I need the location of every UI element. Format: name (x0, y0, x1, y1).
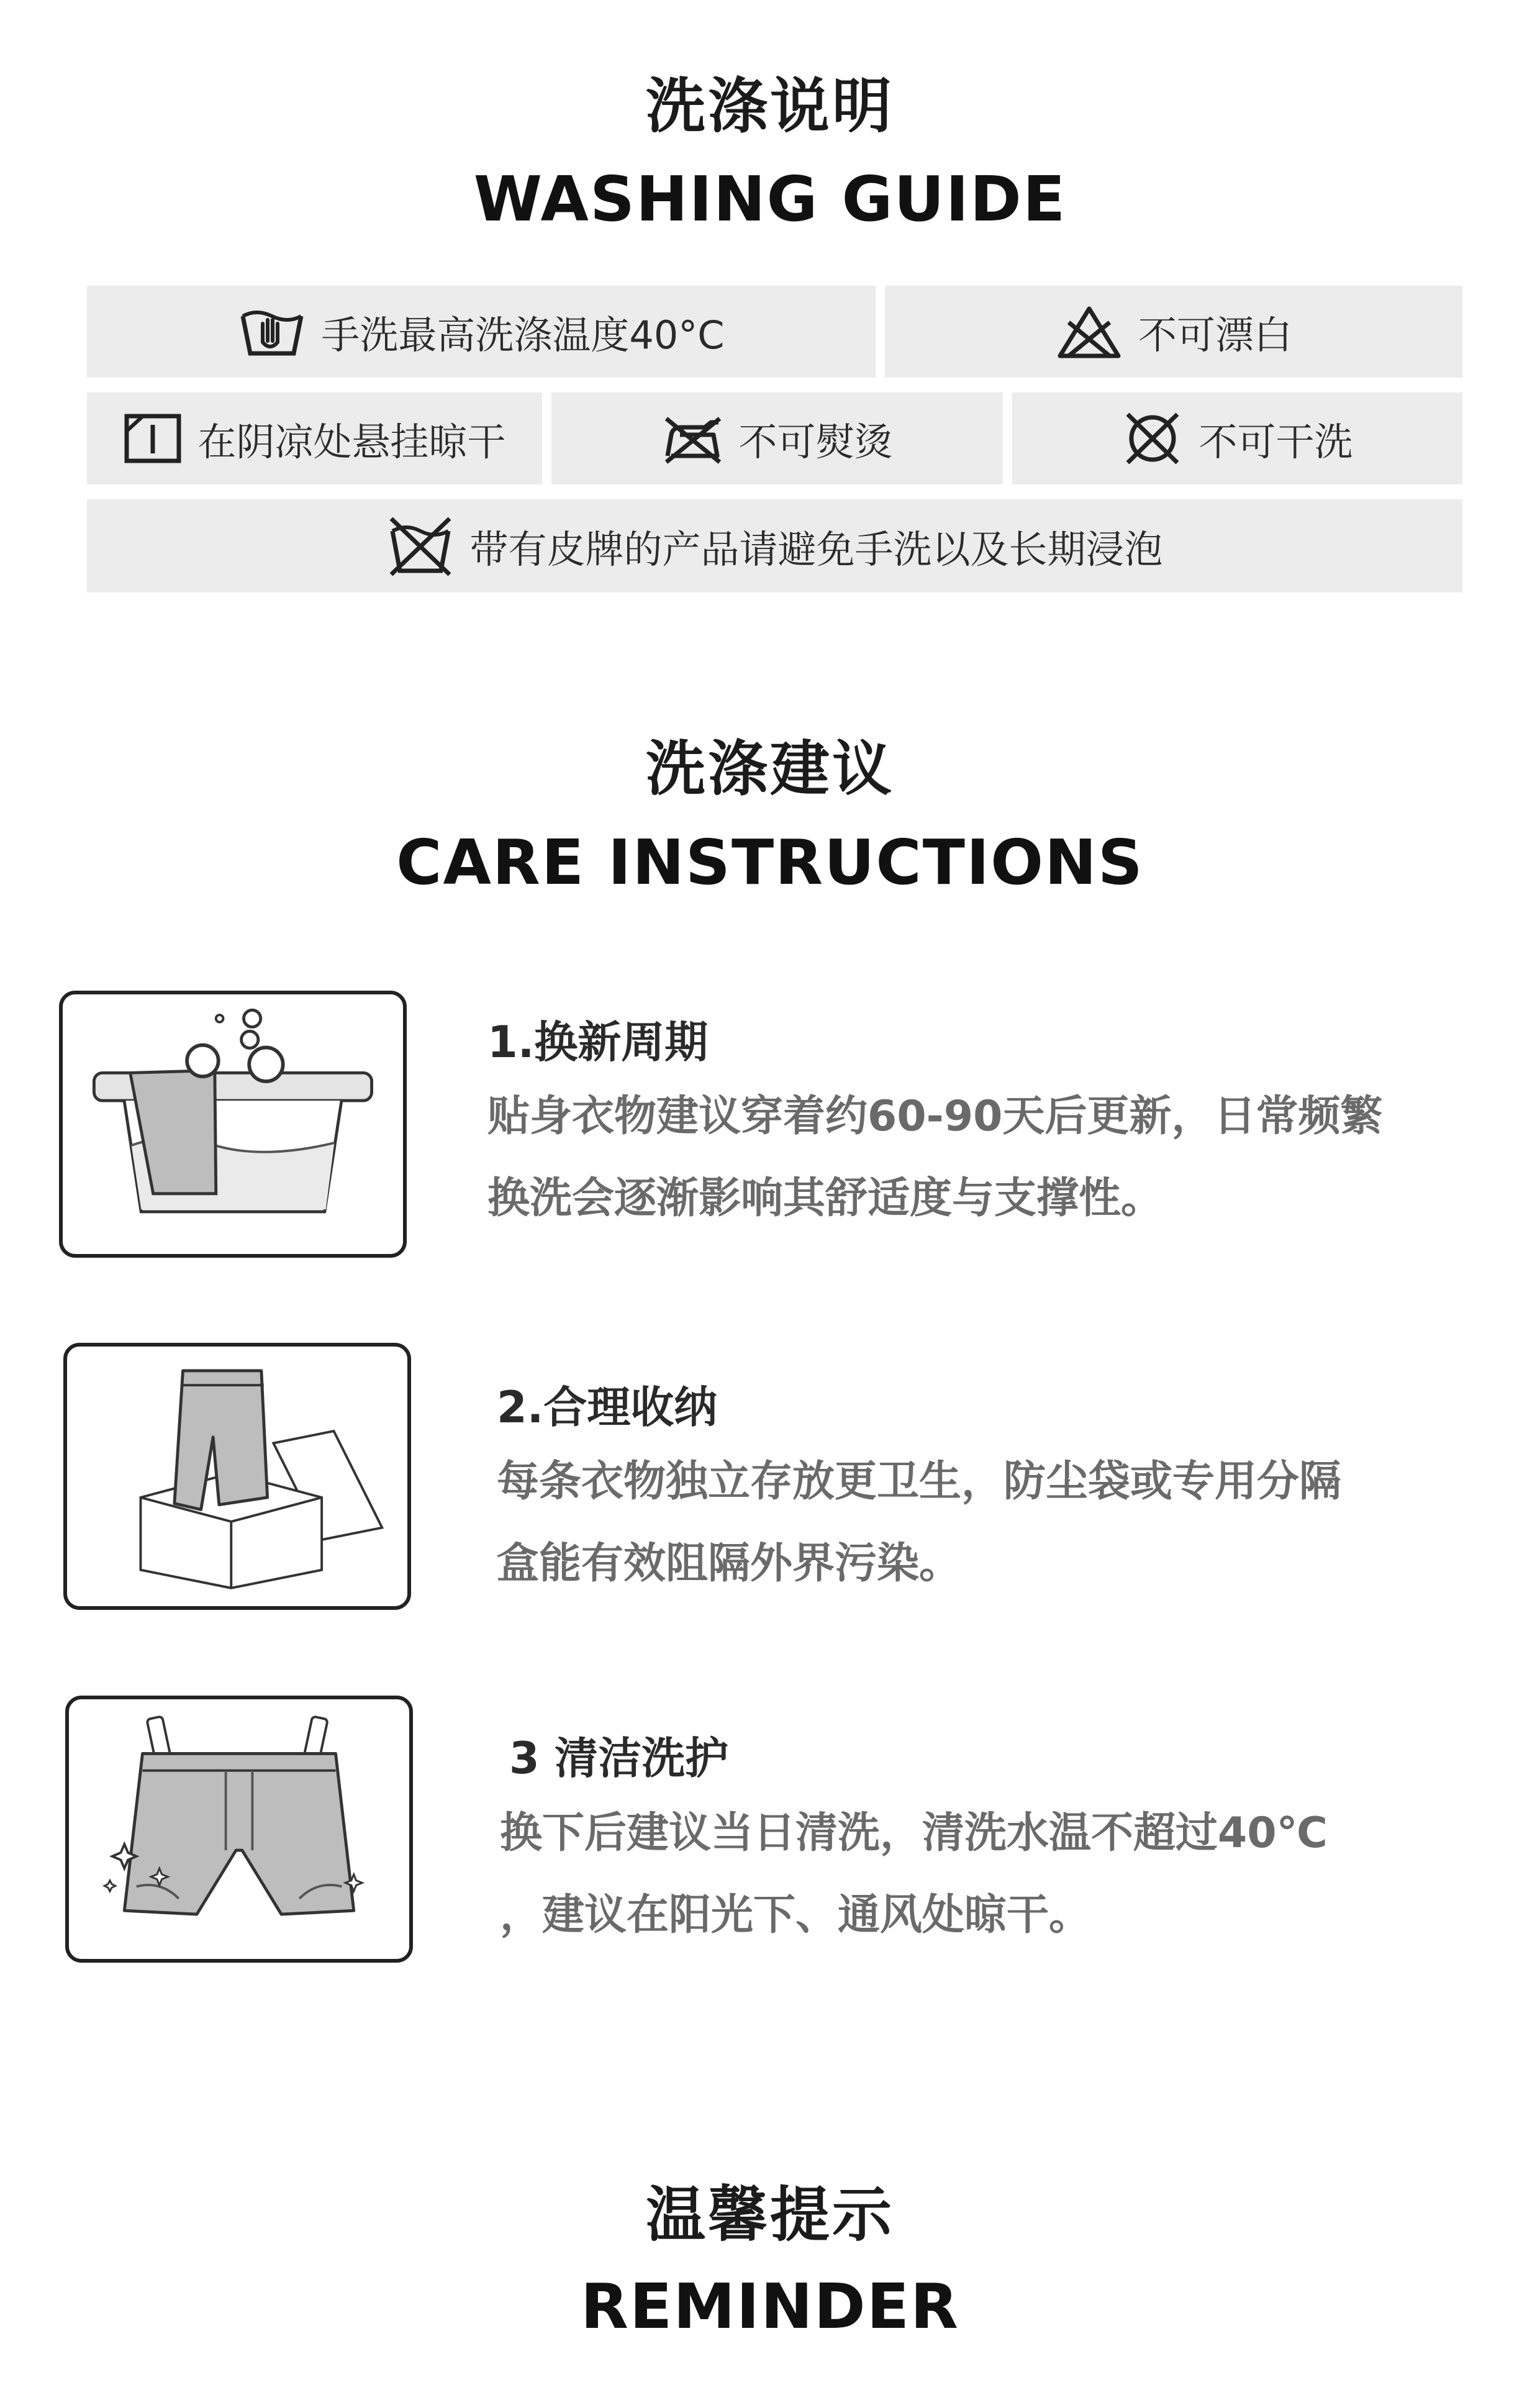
step-2-text-line1: 每条衣物独立存放更卫生，防尘袋或专用分隔 (497, 1457, 1342, 1506)
step-1-title: 1.换新周期 (487, 1017, 709, 1068)
symbol-no-bleach (885, 286, 1462, 378)
step-2-title: 2.合理收纳 (497, 1382, 718, 1433)
washing-guide-title-cn: 洗涤说明 (646, 71, 894, 141)
symbol-no-soak (87, 499, 1462, 593)
hand-wash-icon (238, 304, 306, 360)
symbol-label: 不可漂白 (1138, 312, 1292, 358)
washing-guide-title-en: WASHING GUIDE (473, 163, 1067, 235)
care-instructions-title-en: CARE INSTRUCTIONS (396, 826, 1144, 899)
step-3-illustration (65, 1696, 413, 1963)
storage-box-icon (67, 1347, 407, 1606)
step-1-text-line2: 换洗会逐渐影响其舒适度与支撑性。 (487, 1174, 1164, 1223)
reminder-title-cn: 温馨提示 (646, 2180, 894, 2250)
step-3-title: 3 清洁洗护 (509, 1733, 729, 1784)
symbol-line-dry (87, 393, 542, 484)
symbol-no-iron (551, 393, 1003, 484)
no-soak-icon (386, 515, 455, 577)
step-3-text-line1: 换下后建议当日清洗，清洗水温不超过40℃ (500, 1809, 1328, 1858)
washing-basin-icon (63, 994, 403, 1254)
symbol-hand-wash (87, 286, 876, 378)
symbol-label: 带有皮牌的产品请避免手洗以及长期浸泡 (469, 526, 1163, 572)
no-dry-clean-icon (1121, 411, 1184, 466)
step-1-text-line1: 贴身衣物建议穿着约60-90天后更新，日常频繁 (487, 1092, 1383, 1141)
step-1-illustration (59, 991, 407, 1258)
reminder-title-en: REMINDER (580, 2270, 960, 2343)
symbol-label: 不可熨烫 (738, 419, 893, 465)
hanging-boxer-icon (69, 1699, 409, 1959)
no-bleach-icon (1055, 304, 1123, 360)
line-dry-shade-icon (123, 412, 183, 465)
no-iron-icon (661, 412, 723, 465)
step-2-illustration (63, 1343, 411, 1610)
step-3-text-line2: ，建议在阳光下、通风处晾干。 (500, 1891, 1092, 1940)
symbol-label: 在阴凉处悬挂晾干 (197, 419, 506, 465)
symbol-no-dry-clean (1012, 393, 1462, 484)
symbol-label: 不可干洗 (1198, 419, 1353, 465)
symbol-label: 手洗最高洗涤温度40°C (321, 312, 725, 358)
care-instructions-title-cn: 洗涤建议 (646, 734, 894, 804)
step-2-text-line2: 盒能有效阻隔外界污染。 (497, 1539, 962, 1588)
